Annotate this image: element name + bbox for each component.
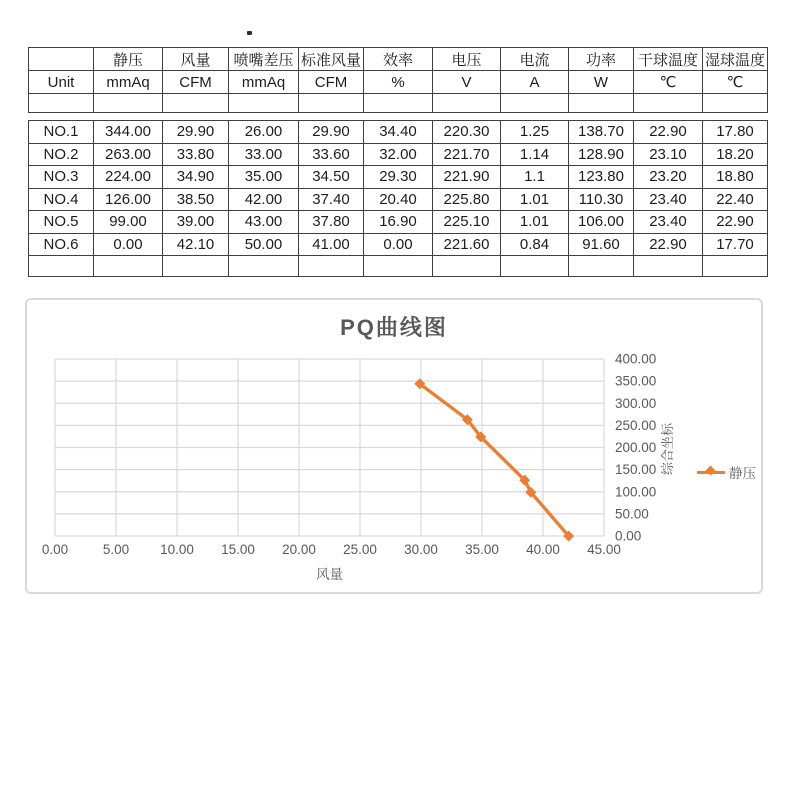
x-axis-title: 风量	[316, 567, 343, 582]
value-cell: 22.40	[703, 188, 768, 211]
table-row-no2	[29, 143, 768, 166]
table-header-row	[29, 48, 768, 71]
value-cell: 34.50	[299, 166, 364, 189]
row-label: NO.5	[29, 211, 94, 234]
svg-text:50.00: 50.00	[615, 506, 649, 522]
value-cell: 126.00	[94, 188, 163, 211]
unit-cell: A	[501, 71, 569, 94]
unit-cell: mmAq	[94, 71, 163, 94]
value-cell: 33.00	[229, 143, 299, 166]
value-cell: 29.90	[299, 121, 364, 144]
measurement-table-header-section	[28, 47, 768, 113]
svg-text:10.00: 10.00	[160, 542, 194, 557]
svg-text:0.00: 0.00	[41, 542, 69, 557]
unit-cell: CFM	[299, 71, 364, 94]
value-cell: 22.90	[703, 211, 768, 234]
value-cell: 221.90	[433, 166, 501, 189]
row-label: NO.4	[29, 188, 94, 211]
legend	[697, 464, 756, 480]
unit-cell: W	[569, 71, 634, 94]
value-cell: 23.10	[634, 143, 703, 166]
row-label: NO.6	[29, 233, 94, 256]
svg-text:20.00: 20.00	[282, 542, 316, 557]
diamond-marker-icon	[706, 466, 716, 476]
scan-speck-artifact	[247, 31, 252, 35]
svg-text:150.00: 150.00	[615, 462, 657, 478]
value-cell: 26.00	[229, 121, 299, 144]
value-cell: 99.00	[94, 211, 163, 234]
value-cell: 263.00	[94, 143, 163, 166]
value-cell: 39.00	[163, 211, 229, 234]
svg-text:5.00: 5.00	[102, 542, 130, 557]
value-cell: 106.00	[569, 211, 634, 234]
value-cell: 221.70	[433, 143, 501, 166]
value-cell: 0.00	[364, 233, 433, 256]
value-cell: 50.00	[229, 233, 299, 256]
value-cell: 23.40	[634, 188, 703, 211]
svg-text:100.00: 100.00	[615, 484, 657, 500]
value-cell: 18.20	[703, 143, 768, 166]
value-cell: 220.30	[433, 121, 501, 144]
value-cell: 34.40	[364, 121, 433, 144]
chart-title: PQ曲线图	[340, 315, 448, 340]
header-cell-airflow: 风量	[163, 48, 229, 71]
svg-text:350.00: 350.00	[615, 373, 657, 389]
unit-cell: %	[364, 71, 433, 94]
value-cell: 225.80	[433, 188, 501, 211]
value-cell: 17.70	[703, 233, 768, 256]
row-label: NO.3	[29, 166, 94, 189]
value-cell: 23.40	[634, 211, 703, 234]
table-row-no3	[29, 166, 768, 189]
unit-cell: CFM	[163, 71, 229, 94]
value-cell: 42.00	[229, 188, 299, 211]
table-unit-row	[29, 71, 768, 94]
value-cell: 22.90	[634, 121, 703, 144]
unit-cell: ℃	[703, 71, 768, 94]
svg-text:300.00: 300.00	[615, 395, 657, 411]
value-cell: 17.80	[703, 121, 768, 144]
value-cell: 344.00	[94, 121, 163, 144]
value-cell: 37.40	[299, 188, 364, 211]
value-cell: 33.80	[163, 143, 229, 166]
value-cell: 16.90	[364, 211, 433, 234]
value-cell: 123.80	[569, 166, 634, 189]
legend-series-label: 静压	[729, 466, 756, 481]
value-cell: 33.60	[299, 143, 364, 166]
header-cell	[29, 48, 94, 71]
value-cell: 29.30	[364, 166, 433, 189]
value-cell: 225.10	[433, 211, 501, 234]
unit-cell: V	[433, 71, 501, 94]
value-cell: 29.90	[163, 121, 229, 144]
value-cell: 221.60	[433, 233, 501, 256]
header-cell-std-airflow: 标准风量	[299, 48, 364, 71]
value-cell: 0.84	[501, 233, 569, 256]
value-cell: 1.01	[501, 188, 569, 211]
header-cell-efficiency: 效率	[364, 48, 433, 71]
svg-text:25.00: 25.00	[343, 542, 377, 557]
header-cell-voltage: 电压	[433, 48, 501, 71]
value-cell: 18.80	[703, 166, 768, 189]
header-cell-static-pressure: 静压	[94, 48, 163, 71]
svg-text:250.00: 250.00	[615, 417, 657, 433]
y-axis-title: 综合坐标	[660, 423, 675, 476]
value-cell: 22.90	[634, 233, 703, 256]
svg-text:40.00: 40.00	[526, 542, 560, 557]
value-cell: 43.00	[229, 211, 299, 234]
pq-plot-svg	[27, 300, 761, 592]
svg-text:30.00: 30.00	[404, 542, 438, 557]
table-row-no5	[29, 211, 768, 234]
value-cell: 41.00	[299, 233, 364, 256]
value-cell: 138.70	[569, 121, 634, 144]
header-cell-dry-bulb: 干球温度	[634, 48, 703, 71]
value-cell: 38.50	[163, 188, 229, 211]
value-cell: 20.40	[364, 188, 433, 211]
value-cell: 34.90	[163, 166, 229, 189]
legend-line-marker	[697, 471, 725, 474]
value-cell: 1.25	[501, 121, 569, 144]
svg-text:45.00: 45.00	[587, 542, 621, 557]
value-cell: 128.90	[569, 143, 634, 166]
value-cell: 110.30	[569, 188, 634, 211]
value-cell: 1.1	[501, 166, 569, 189]
measurement-table-data-section	[28, 120, 768, 277]
header-cell-power: 功率	[569, 48, 634, 71]
svg-text:400.00: 400.00	[615, 351, 657, 367]
table-row-no4	[29, 188, 768, 211]
value-cell: 23.20	[634, 166, 703, 189]
row-label: NO.2	[29, 143, 94, 166]
unit-cell: ℃	[634, 71, 703, 94]
table-blank-row	[29, 94, 768, 113]
svg-text:0.00: 0.00	[615, 528, 642, 544]
table-row-no1	[29, 121, 768, 144]
value-cell: 91.60	[569, 233, 634, 256]
value-cell: 1.14	[501, 143, 569, 166]
unit-cell: mmAq	[229, 71, 299, 94]
value-cell: 1.01	[501, 211, 569, 234]
value-cell: 42.10	[163, 233, 229, 256]
row-label: NO.1	[29, 121, 94, 144]
unit-cell: Unit	[29, 71, 94, 94]
value-cell: 32.00	[364, 143, 433, 166]
value-cell: 0.00	[94, 233, 163, 256]
header-cell-nozzle-dp: 喷嘴差压	[229, 48, 299, 71]
pq-chart	[25, 298, 763, 594]
table-row-no6	[29, 233, 768, 256]
header-cell-current: 电流	[501, 48, 569, 71]
header-cell-wet-bulb: 湿球温度	[703, 48, 768, 71]
value-cell: 224.00	[94, 166, 163, 189]
svg-text:35.00: 35.00	[465, 542, 499, 557]
value-cell: 37.80	[299, 211, 364, 234]
svg-text:200.00: 200.00	[615, 440, 657, 455]
svg-text:15.00: 15.00	[221, 542, 255, 557]
value-cell: 35.00	[229, 166, 299, 189]
table-blank-row	[29, 256, 768, 277]
